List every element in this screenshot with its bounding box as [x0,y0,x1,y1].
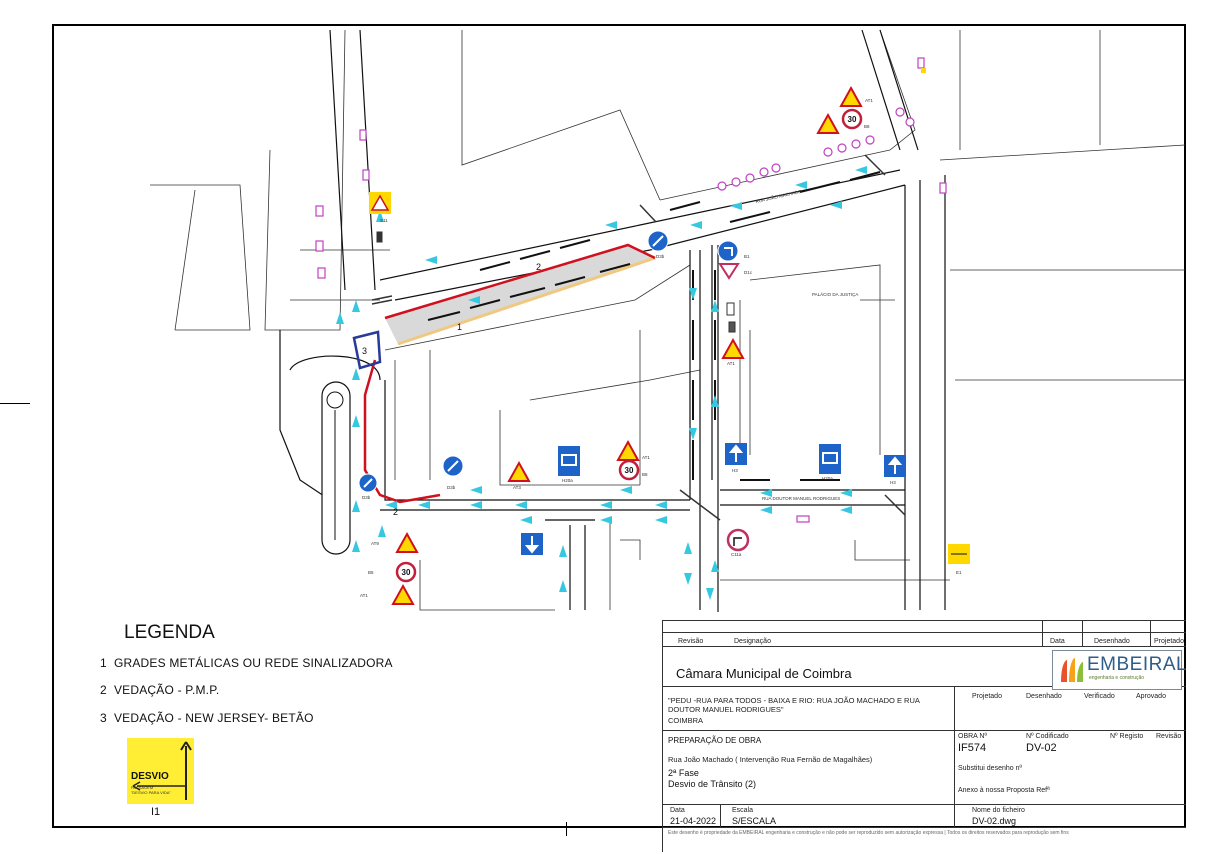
sign-code-at1-left: AT1 [360,593,368,598]
speed-limit-bottom: 30 [401,568,411,577]
sign-code-b8-bottom: B8 [642,472,648,477]
codigo-label: Nº Codificado [1026,733,1069,740]
rev-header-projetado: Projetado [1154,638,1184,645]
drawing-filename: DV-02.dwg [972,816,1017,826]
footer-tick [662,828,663,852]
ficheiro-label: Nome do ficheiro [972,807,1025,814]
escala-label: Escala [732,807,754,814]
blue-square-glyphs [527,446,900,552]
sign-code-at1-mid: AT1 [727,361,735,366]
detour-sign-subtext: PASSAGEM "DESVIO PARA VIDA" [131,785,171,795]
speed-limit-top: 30 [847,115,857,124]
legend-title: LEGENDA [124,622,215,643]
sign-code-b1: B1 [744,254,750,259]
sign-code-h3-right: H3 [890,480,896,485]
legend-item-1 [100,656,393,670]
sign-code-h3-left: H3 [732,468,738,473]
role-projetado: Projetado [972,693,1002,700]
role-aprovado: Aprovado [1136,693,1166,700]
drawing-date: 21-04-2022 [670,816,717,826]
legend-num-1: 1 [100,656,107,670]
title-block-footer: Este desenho é propriedade da EMBEIRAL engenharia e construção e não pode ser reproduzido sem autorização expressa | Todos os direitos reservados para reprodução sem fins [668,830,1069,836]
blue-square-signs [521,443,906,555]
street-label-joao-machado: RUA JOÃO MACHADO [755,188,802,205]
drawing-subtitle: Rua João Machado ( Intervenção Rua Fernão de Magalhães) [668,755,873,764]
sign-code-c11a: C11a [731,552,742,557]
substitui-label: Substitui desenho nº [958,765,1023,772]
legend-text-1: GRADES METÁLICAS OU REDE SINALIZADORA [113,656,393,670]
role-desenhado: Desenhado [1026,693,1062,700]
legend-item-3 [100,711,314,725]
drawing-name: Desvio de Trânsito (2) [668,779,757,789]
legend-text-3: VEDAÇÃO - NEW JERSEY- BETÃO [113,711,314,725]
metal-grating [398,258,655,344]
warning-triangles [393,88,861,604]
rev-header-data: Data [1050,638,1065,645]
legend-text-2: VEDAÇÃO - P.M.P. [113,683,220,697]
legend-item-2 [100,683,219,697]
sign-code-b8-top: B8 [864,124,870,129]
drawing-title: PREPARAÇÃO DE OBRA [668,736,762,745]
sign-code-d3b-left: D3b [362,495,371,500]
anexo-label: Anexo à nossa Proposta Refª [958,787,1050,794]
rev-header-revisao: Revisão [678,638,704,645]
sign-code-at9: AT9 [371,541,379,546]
sign-code-at1-top: AT1 [865,98,873,103]
sign-code-h20a-left: H20a [562,478,573,483]
sign-code-h20a-right: H20a [822,476,833,481]
client-name: Câmara Municipal de Coimbra [676,666,852,681]
data-label: Data [670,807,685,814]
sign-code-at3: AT3 [513,485,521,490]
c11a-sign [728,530,748,550]
sign-code-at1-bottom: AT1 [642,455,650,460]
company-name: EMBEIRAL [1087,654,1188,675]
work-zone-sign-top-left [369,192,391,214]
obra-number: IF574 [958,742,987,754]
sign-code-s11: S11 [380,218,388,223]
legend-num-2: 2 [100,683,107,697]
zone-label-3: 3 [362,346,368,356]
role-verificado: Verificado [1084,693,1115,700]
detour-sign-word: DESVIO [131,771,169,782]
barrier-dashes [428,172,880,480]
drawing-scale: S/ESCALA [732,816,777,826]
drawing-phase: 2ª Fase [668,768,699,778]
rev-header-designacao: Designação [734,638,771,645]
sign-code-b5: B5 [368,570,374,575]
roundabout-island [322,382,350,554]
e1-sign [948,544,970,564]
legend-num-3: 3 [100,711,107,725]
title-block [662,620,1186,828]
zone-label-1: 1 [457,322,463,332]
company-subtitle: engenharia e construção [1089,675,1145,681]
zone-label-2-top: 2 [536,262,542,272]
detour-sign-i1 [127,738,194,804]
sign-code-e1: E1 [956,570,962,575]
project-title: "PEDU -RUA PARA TODOS - BAIXA E RIO: RUA JOÃO MACHADO E RUA DOUTOR MANUEL RODRIGUES" [668,696,920,714]
detour-sign-code: I1 [151,806,161,818]
sign-code-d1c: D1c [744,270,753,275]
building-outlines [150,30,1185,610]
revisao-label: Revisão [1156,733,1182,740]
embeiral-mark-icon [1055,654,1087,686]
yellow-marker [921,68,926,73]
registo-label: Nº Registo [1110,733,1144,740]
traffic-flow-arrows [336,166,867,600]
embeiral-logo [1052,650,1188,690]
street-label-manuel-rodrigues: RUA DOUTOR MANUEL RODRIGUES [762,496,841,501]
rev-header-desenhado: Desenhado [1094,638,1130,645]
codigo-number: DV-02 [1026,742,1057,754]
zone-label-2-bottom: 2 [393,507,399,517]
palacio-label: PALÁCIO DA JUSTIÇA [812,292,859,297]
speed-limit-mid: 30 [624,466,634,475]
project-location: COIMBRA [668,716,704,725]
sign-code-d3b-top: D3b [656,254,665,259]
sign-code-d3b-bottom: D3b [447,485,456,490]
obra-label: OBRA Nº [958,733,988,740]
speed-limit-values [402,115,857,577]
yield-sign [720,264,738,278]
